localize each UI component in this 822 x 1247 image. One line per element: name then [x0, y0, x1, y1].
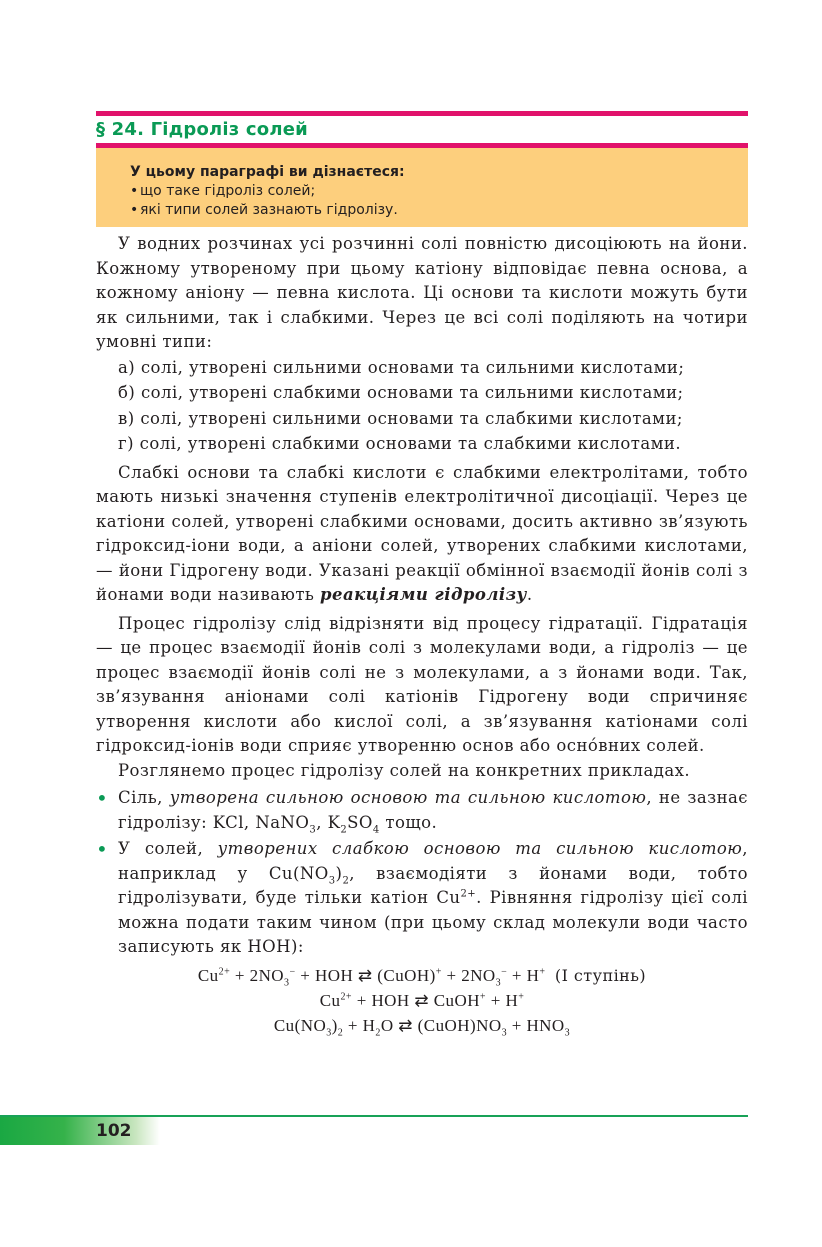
list-item: • Сіль, утворена сильною основою та сильною кислотою, не зазнає гідролізу: KCl, NaNO$_3$, $K_2SO_4$ тощо. — [96, 786, 748, 835]
main-text — [96, 232, 748, 1038]
key-term: реакціями гідролізу — [320, 585, 527, 604]
bullet-icon: • — [96, 837, 109, 861]
header-rule-top — [96, 111, 748, 116]
paragraph: Процес гідролізу слід відрізняти від процесу гідратації. Гідратація — це процес взаємодії йонів солі з молекулами води, а гідроліз — це процес взаємодії йонів солі не з молекулами, а з йонами води. Так, зв’язування аніонами солі катіонів Гідрогену води спричиняє утворення кислоти або кислої солі, а зв’язування катіонами солі гідроксид-іонів води сприяє утворенню основ або осно́вних солей. — [96, 613, 748, 755]
intro-heading: У цьому параграфі ви дізнаєтеся: — [130, 164, 405, 180]
list-item: г) солі, утворені слабкими основами та слабкими кислотами. — [118, 434, 682, 453]
page-number: 102 — [96, 1121, 132, 1141]
equation: $Cu(NO_3)_2 + H_2O$ ⇄ $(CuOH)NO_3 + HNO_3$ — [273, 1015, 571, 1038]
intro-bullet: • що таке гідроліз солей; — [130, 183, 316, 199]
footer-bar — [0, 1117, 160, 1145]
bullet-icon: • — [96, 786, 109, 810]
intro-bullet: • які типи солей зазнають гідролізу. — [130, 202, 398, 218]
list-item: в) солі, утворені сильними основами та слабкими кислотами; — [118, 408, 683, 428]
section-title: § 24. Гідроліз солей — [96, 119, 308, 140]
list-item: • У солей, утворених слабкою основою та сильною кислотою, наприклад у $Cu(NO_3)_2$, взаємодіяти з йонами води, тобто гідролізувати, буде тільки катіон $Cu^{2+}$. Рівняння гідролізу цієї солі можна подати таким чином (при цьому склад молекули води часто записують як HOH): — [96, 837, 749, 956]
paragraph: Розглянемо процес гідролізу солей на конкретних прикладах. — [118, 760, 691, 780]
paragraph: У водних розчинах усі розчинні солі повністю дисоціюють на йони. Кожному утвореному при цьому катіону відповідає певна основа, а кожному аніону — певна кислота. Ці основи та кислоти можуть бути як сильними, так і слабкими. Через це всі солі поділяють на чотири умовні типи: — [96, 234, 748, 351]
intro-box — [96, 148, 748, 227]
list-item: б) солі, утворені слабкими основами та сильними кислотами; — [118, 383, 684, 402]
paragraph: Слабкі основи та слабкі кислоти є слабкими електролітами, тобто мають низькі значення ступенів електролітичної дисоціації. Через це катіони солей, утворені слабкими основами, досить активно зв’язують гідроксид-іони води, а аніони солей, утворених слабкими кислотами, — йони Гідрогену води. Указані реакції обмінної взаємодії йонів солі з йонами води називають реакціями гідролізу. — [96, 462, 748, 604]
list-item: а) солі, утворені сильними основами та сильними кислотами; — [118, 357, 685, 377]
equation: $Cu^{2+}$ + HOH ⇄ CuOH+ + H+ — [319, 990, 525, 1010]
equation-label: (І ступінь) — [554, 965, 647, 985]
equation: $Cu^{2+} + 2NO_3^-$ + HOH ⇄ (CuOH)+ + $2NO_3^- + H^+$ (І ступінь) — [197, 965, 647, 988]
footer-line — [0, 1115, 748, 1117]
